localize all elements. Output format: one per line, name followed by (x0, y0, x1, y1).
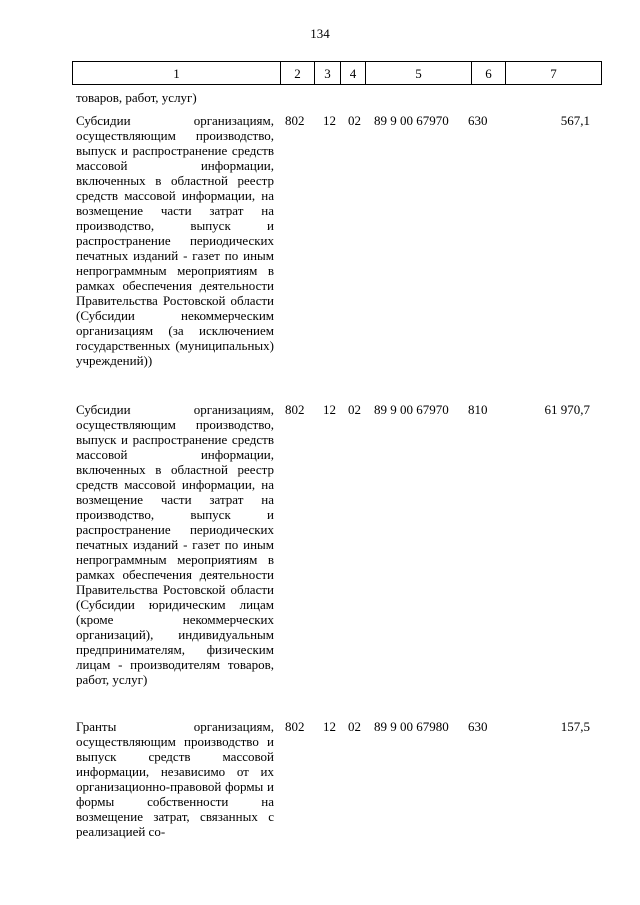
header-col-2: 2 (281, 62, 315, 85)
page-number: 134 (310, 26, 330, 41)
row-code-subsection: 02 (348, 402, 361, 417)
row-code-type: 810 (468, 402, 488, 417)
table-header (72, 61, 602, 85)
header-col-3: 3 (315, 62, 341, 85)
row-description: Субсидии организациям, осуществляющим производство, выпуск и распространение средств массовой информации, включенных в областной реестр средств массовой информации, на возмещение части затрат на производство, выпуск и распространение периодических печатных изданий - газет по иным непрограммным мероприятиям в рамках обеспечения деятельности Правительства Ростовской области (Субсидии юридическим лицам (кроме некоммерческих организаций), индивидуальным предпринимателям, физическим лицам - производителям товаров, работ, услуг) (76, 402, 274, 687)
row-description: Гранты организациям, осуществляющим производство и выпуск средств массовой информации, независимо от их организационно-правовой формы и формы собственности на возмещение затрат, связанных с реализацией со- (76, 719, 274, 839)
header-col-7: 7 (506, 62, 602, 85)
header-col-6: 6 (472, 62, 506, 85)
row-code-subsection: 02 (348, 719, 361, 734)
continuation-text: товаров, работ, услуг) (76, 90, 197, 105)
row-code-target: 89 9 00 67970 (374, 402, 449, 417)
row-amount: 157,5 (560, 719, 590, 734)
row-code-admin: 802 (285, 113, 305, 128)
row-code-section: 12 (323, 402, 336, 417)
header-col-1: 1 (73, 62, 281, 85)
row-code-section: 12 (323, 113, 336, 128)
row-code-subsection: 02 (348, 113, 361, 128)
row-code-admin: 802 (285, 402, 305, 417)
row-description: Субсидии организациям, осуществляющим производство, выпуск и распространение средств массовой информации, включенных в областной реестр средств массовой информации, на возмещение части затрат на производство, выпуск и распространение периодических печатных изданий - газет по иным непрограммным мероприятиям в рамках обеспечения деятельности Правительства Ростовской области (Субсидии некоммерческим организациям (за исключением государственных (муниципальных) учреждений)) (76, 113, 274, 368)
header-col-5: 5 (366, 62, 472, 85)
row-code-section: 12 (323, 719, 336, 734)
row-code-target: 89 9 00 67980 (374, 719, 449, 734)
row-code-target: 89 9 00 67970 (374, 113, 449, 128)
row-amount: 61 970,7 (544, 402, 590, 417)
row-code-admin: 802 (285, 719, 305, 734)
row-code-type: 630 (468, 113, 488, 128)
row-amount: 567,1 (560, 113, 590, 128)
header-col-4: 4 (341, 62, 366, 85)
row-code-type: 630 (468, 719, 488, 734)
